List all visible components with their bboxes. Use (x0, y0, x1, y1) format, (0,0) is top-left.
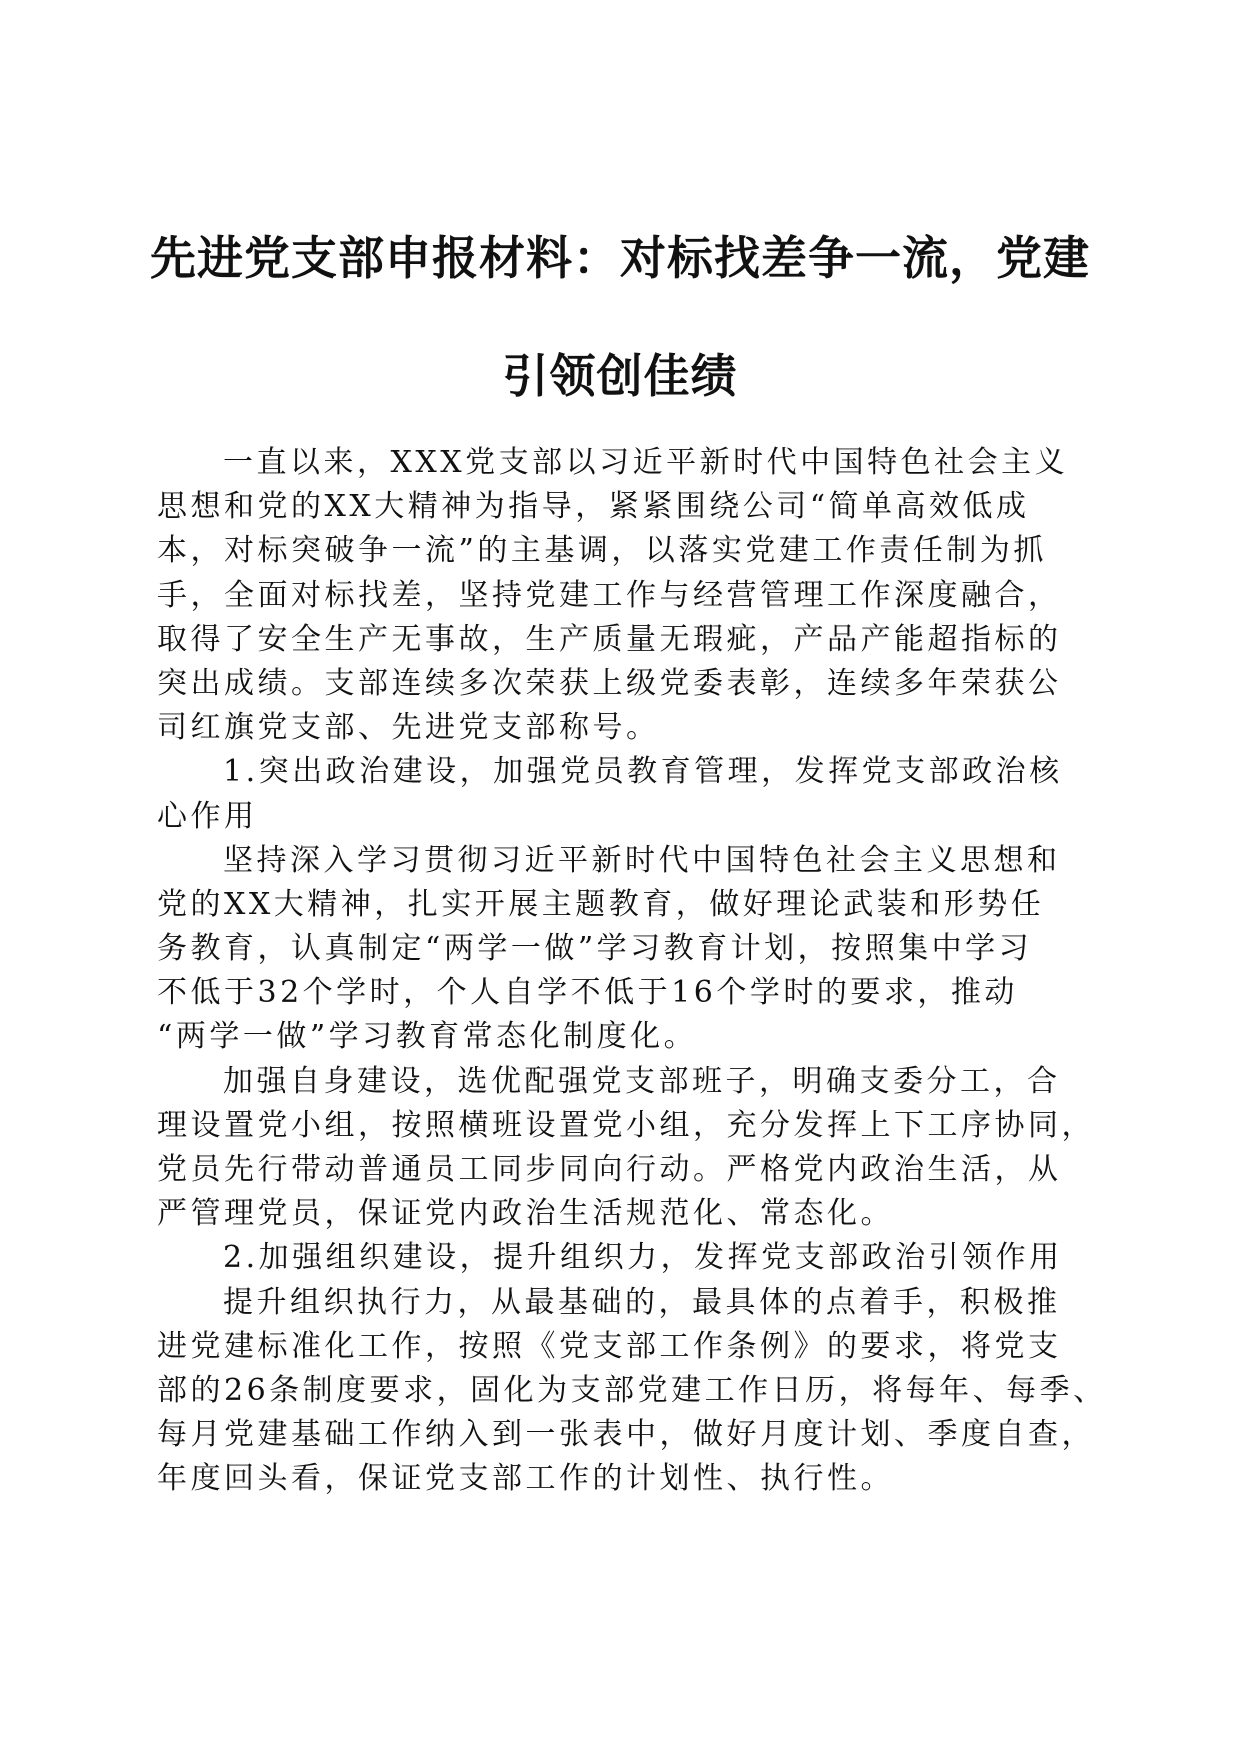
paragraph-intro-line: 司红旗党支部、先进党支部称号。 (157, 710, 660, 746)
paragraph-study-line: “两学一做”学习教育常态化制度化。 (157, 1019, 698, 1055)
paragraph-study-line: 不低于32个学时，个人自学不低于16个学时的要求，推动 (157, 975, 1018, 1011)
section-heading-1-line: 1.突出政治建设，加强党员教育管理，发挥党支部政治核 (223, 754, 1063, 790)
paragraph-intro-line: 思想和党的XX大精神为指导，紧紧围绕公司“简单高效低成 (157, 489, 1030, 525)
paragraph-study-line: 坚持深入学习贯彻习近平新时代中国特色社会主义思想和 (223, 842, 1061, 878)
paragraph-organization-line: 进党建标准化工作，按照《党支部工作条例》的要求，将党支 (157, 1328, 1062, 1364)
paragraph-organization-line: 年度回头看，保证党支部工作的计划性、执行性。 (157, 1461, 894, 1497)
paragraph-organization-line: 每月党建基础工作纳入到一张表中，做好月度计划、季度自查， (157, 1417, 1095, 1453)
paragraph-self-building-line: 严管理党员，保证党内政治生活规范化、常态化。 (157, 1196, 894, 1232)
document-title-line-1: 先进党支部申报材料：对标找差争一流，党建 (150, 231, 1090, 285)
paragraph-intro-line: 取得了安全生产无事故，生产质量无瑕疵，产品产能超指标的 (157, 621, 1062, 657)
paragraph-self-building-line: 加强自身建设，选优配强党支部班子，明确支委分工，合 (223, 1063, 1061, 1099)
paragraph-intro-line: 手，全面对标找差，坚持党建工作与经营管理工作深度融合， (157, 577, 1062, 613)
paragraph-organization-line: 提升组织执行力，从最基础的，最具体的点着手，积极推 (223, 1284, 1061, 1320)
paragraph-study-line: 党的XX大精神，扎实开展主题教育，做好理论武装和形势任 (157, 886, 1045, 922)
paragraph-self-building-line: 党员先行带动普通员工同步同向行动。严格党内政治生活，从 (157, 1152, 1062, 1187)
paragraph-organization-line: 部的26条制度要求，固化为支部党建工作日历，将每年、每季、 (157, 1372, 1107, 1408)
paragraph-self-building-line: 理设置党小组，按照横班设置党小组，充分发挥上下工序协同， (157, 1107, 1095, 1143)
paragraph-study-line: 务教育，认真制定“两学一做”学习教育计划，按照集中学习 (157, 931, 1033, 967)
document-title-line-2: 引领创佳绩 (502, 349, 738, 403)
section-heading-2-line: 2.加强组织建设，提升组织力，发挥党支部政治引领作用 (223, 1240, 1063, 1276)
paragraph-intro-line: 本，对标突破争一流”的主基调，以落实党建工作责任制为抓 (157, 533, 1047, 569)
paragraph-intro-line: 突出成绩。支部连续多次荣获上级党委表彰，连续多年荣获公 (157, 665, 1062, 701)
section-heading-1-line: 心作用 (157, 798, 258, 834)
paragraph-intro-line: 一直以来，XXX党支部以习近平新时代中国特色社会主义 (223, 445, 1069, 480)
document-body (157, 441, 1107, 1502)
